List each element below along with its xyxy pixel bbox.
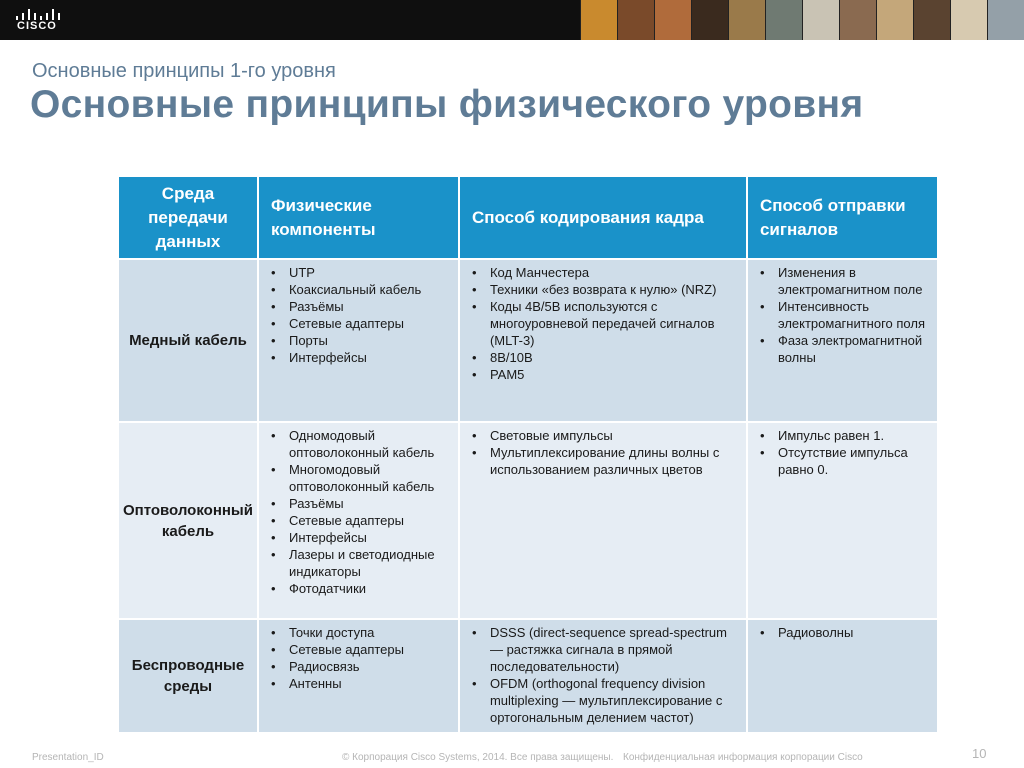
banner-photo — [802, 0, 839, 40]
list-item: • Сетевые адаптеры — [289, 512, 452, 529]
banner-photo — [617, 0, 654, 40]
list-item: • Фаза электромагнитной волны — [778, 332, 931, 366]
banner-photo-strip — [580, 0, 1024, 40]
list-item: • Световые импульсы — [490, 427, 740, 444]
cell-encoding — [459, 619, 747, 733]
table-row — [118, 422, 938, 619]
footer-presentation-id: Presentation_ID — [32, 752, 104, 763]
banner-photo — [654, 0, 691, 40]
cell-encoding — [459, 422, 747, 619]
slide-title: Основные принципы физического уровня — [30, 83, 864, 126]
list-item: • Импульс равен 1. — [778, 427, 931, 444]
list-item: • PAM5 — [490, 366, 740, 383]
footer-confidential: Конфиденциальная информация корпорации Cisco — [623, 752, 863, 763]
banner-photo — [839, 0, 876, 40]
list-item: • Радиоволны — [778, 624, 931, 641]
cell-encoding — [459, 259, 747, 422]
list-item: • Разъёмы — [289, 298, 452, 315]
list-item: • Лазеры и светодиодные индикаторы — [289, 546, 452, 580]
cell-signaling — [747, 259, 938, 422]
banner-photo — [987, 0, 1024, 40]
page-number: 10 — [972, 746, 987, 761]
top-banner — [0, 0, 1024, 40]
table-row — [118, 619, 938, 733]
components-list — [265, 427, 452, 597]
header-medium: Среда передачи данных — [118, 176, 258, 259]
list-item: • Изменения в электромагнитном поле — [778, 264, 931, 298]
list-item: • Сетевые адаптеры — [289, 315, 452, 332]
banner-photo — [950, 0, 987, 40]
signaling-list — [754, 264, 931, 366]
list-item: • UTP — [289, 264, 452, 281]
list-item: • Точки доступа — [289, 624, 452, 641]
cell-components — [258, 259, 459, 422]
banner-photo — [765, 0, 802, 40]
list-item: • 8B/10B — [490, 349, 740, 366]
list-item: • DSSS (direct-sequence spread-spectrum — растяжка сигнала в прямой последовательности) — [490, 624, 740, 675]
header-components: Физические компоненты — [258, 176, 459, 259]
list-item: • Отсутствие импульса равно 0. — [778, 444, 931, 478]
banner-photo — [580, 0, 617, 40]
banner-photo — [913, 0, 950, 40]
physical-layer-table — [117, 175, 939, 734]
cisco-logo — [14, 6, 64, 34]
slide-subtitle: Основные принципы 1-го уровня — [32, 60, 336, 82]
list-item: • Мультиплексирование длины волны с использованием различных цветов — [490, 444, 740, 478]
list-item: • Многомодовый оптоволоконный кабель — [289, 461, 452, 495]
encoding-list — [466, 624, 740, 726]
list-item: • Одномодовый оптоволоконный кабель — [289, 427, 452, 461]
list-item: • Фотодатчики — [289, 580, 452, 597]
list-item: • Интерфейсы — [289, 349, 452, 366]
components-list — [265, 624, 452, 692]
list-item: • Сетевые адаптеры — [289, 641, 452, 658]
encoding-list — [466, 264, 740, 383]
cell-components — [258, 422, 459, 619]
list-item: • Разъёмы — [289, 495, 452, 512]
list-item: • Радиосвязь — [289, 658, 452, 675]
components-list — [265, 264, 452, 366]
list-item: • Коаксиальный кабель — [289, 281, 452, 298]
row-medium-label: Оптоволоконный кабель — [118, 422, 258, 619]
row-medium-label: Беспроводные среды — [118, 619, 258, 733]
table-header-row — [118, 176, 938, 259]
list-item: • Интерфейсы — [289, 529, 452, 546]
banner-photo — [691, 0, 728, 40]
header-signaling: Способ отправки сигналов — [747, 176, 938, 259]
list-item: • Коды 4B/5B используются с многоуровневой передачей сигналов (MLT-3) — [490, 298, 740, 349]
list-item: • Код Манчестера — [490, 264, 740, 281]
list-item: • Интенсивность электромагнитного поля — [778, 298, 931, 332]
list-item: • Техники «без возврата к нулю» (NRZ) — [490, 281, 740, 298]
cell-signaling — [747, 619, 938, 733]
signaling-list — [754, 427, 931, 478]
header-encoding: Способ кодирования кадра — [459, 176, 747, 259]
cisco-logo-text: CISCO — [17, 20, 57, 32]
cisco-logo-bars-icon — [14, 6, 64, 20]
table-row — [118, 259, 938, 422]
list-item: • Порты — [289, 332, 452, 349]
cell-signaling — [747, 422, 938, 619]
encoding-list — [466, 427, 740, 478]
list-item: • OFDM (orthogonal frequency division multiplexing — мультиплексирование с ортогональным делением частот) — [490, 675, 740, 726]
footer-copyright: © Корпорация Cisco Systems, 2014. Все права защищены. — [342, 752, 614, 763]
signaling-list — [754, 624, 931, 641]
list-item: • Антенны — [289, 675, 452, 692]
cell-components — [258, 619, 459, 733]
banner-photo — [876, 0, 913, 40]
banner-photo — [728, 0, 765, 40]
row-medium-label: Медный кабель — [118, 259, 258, 422]
